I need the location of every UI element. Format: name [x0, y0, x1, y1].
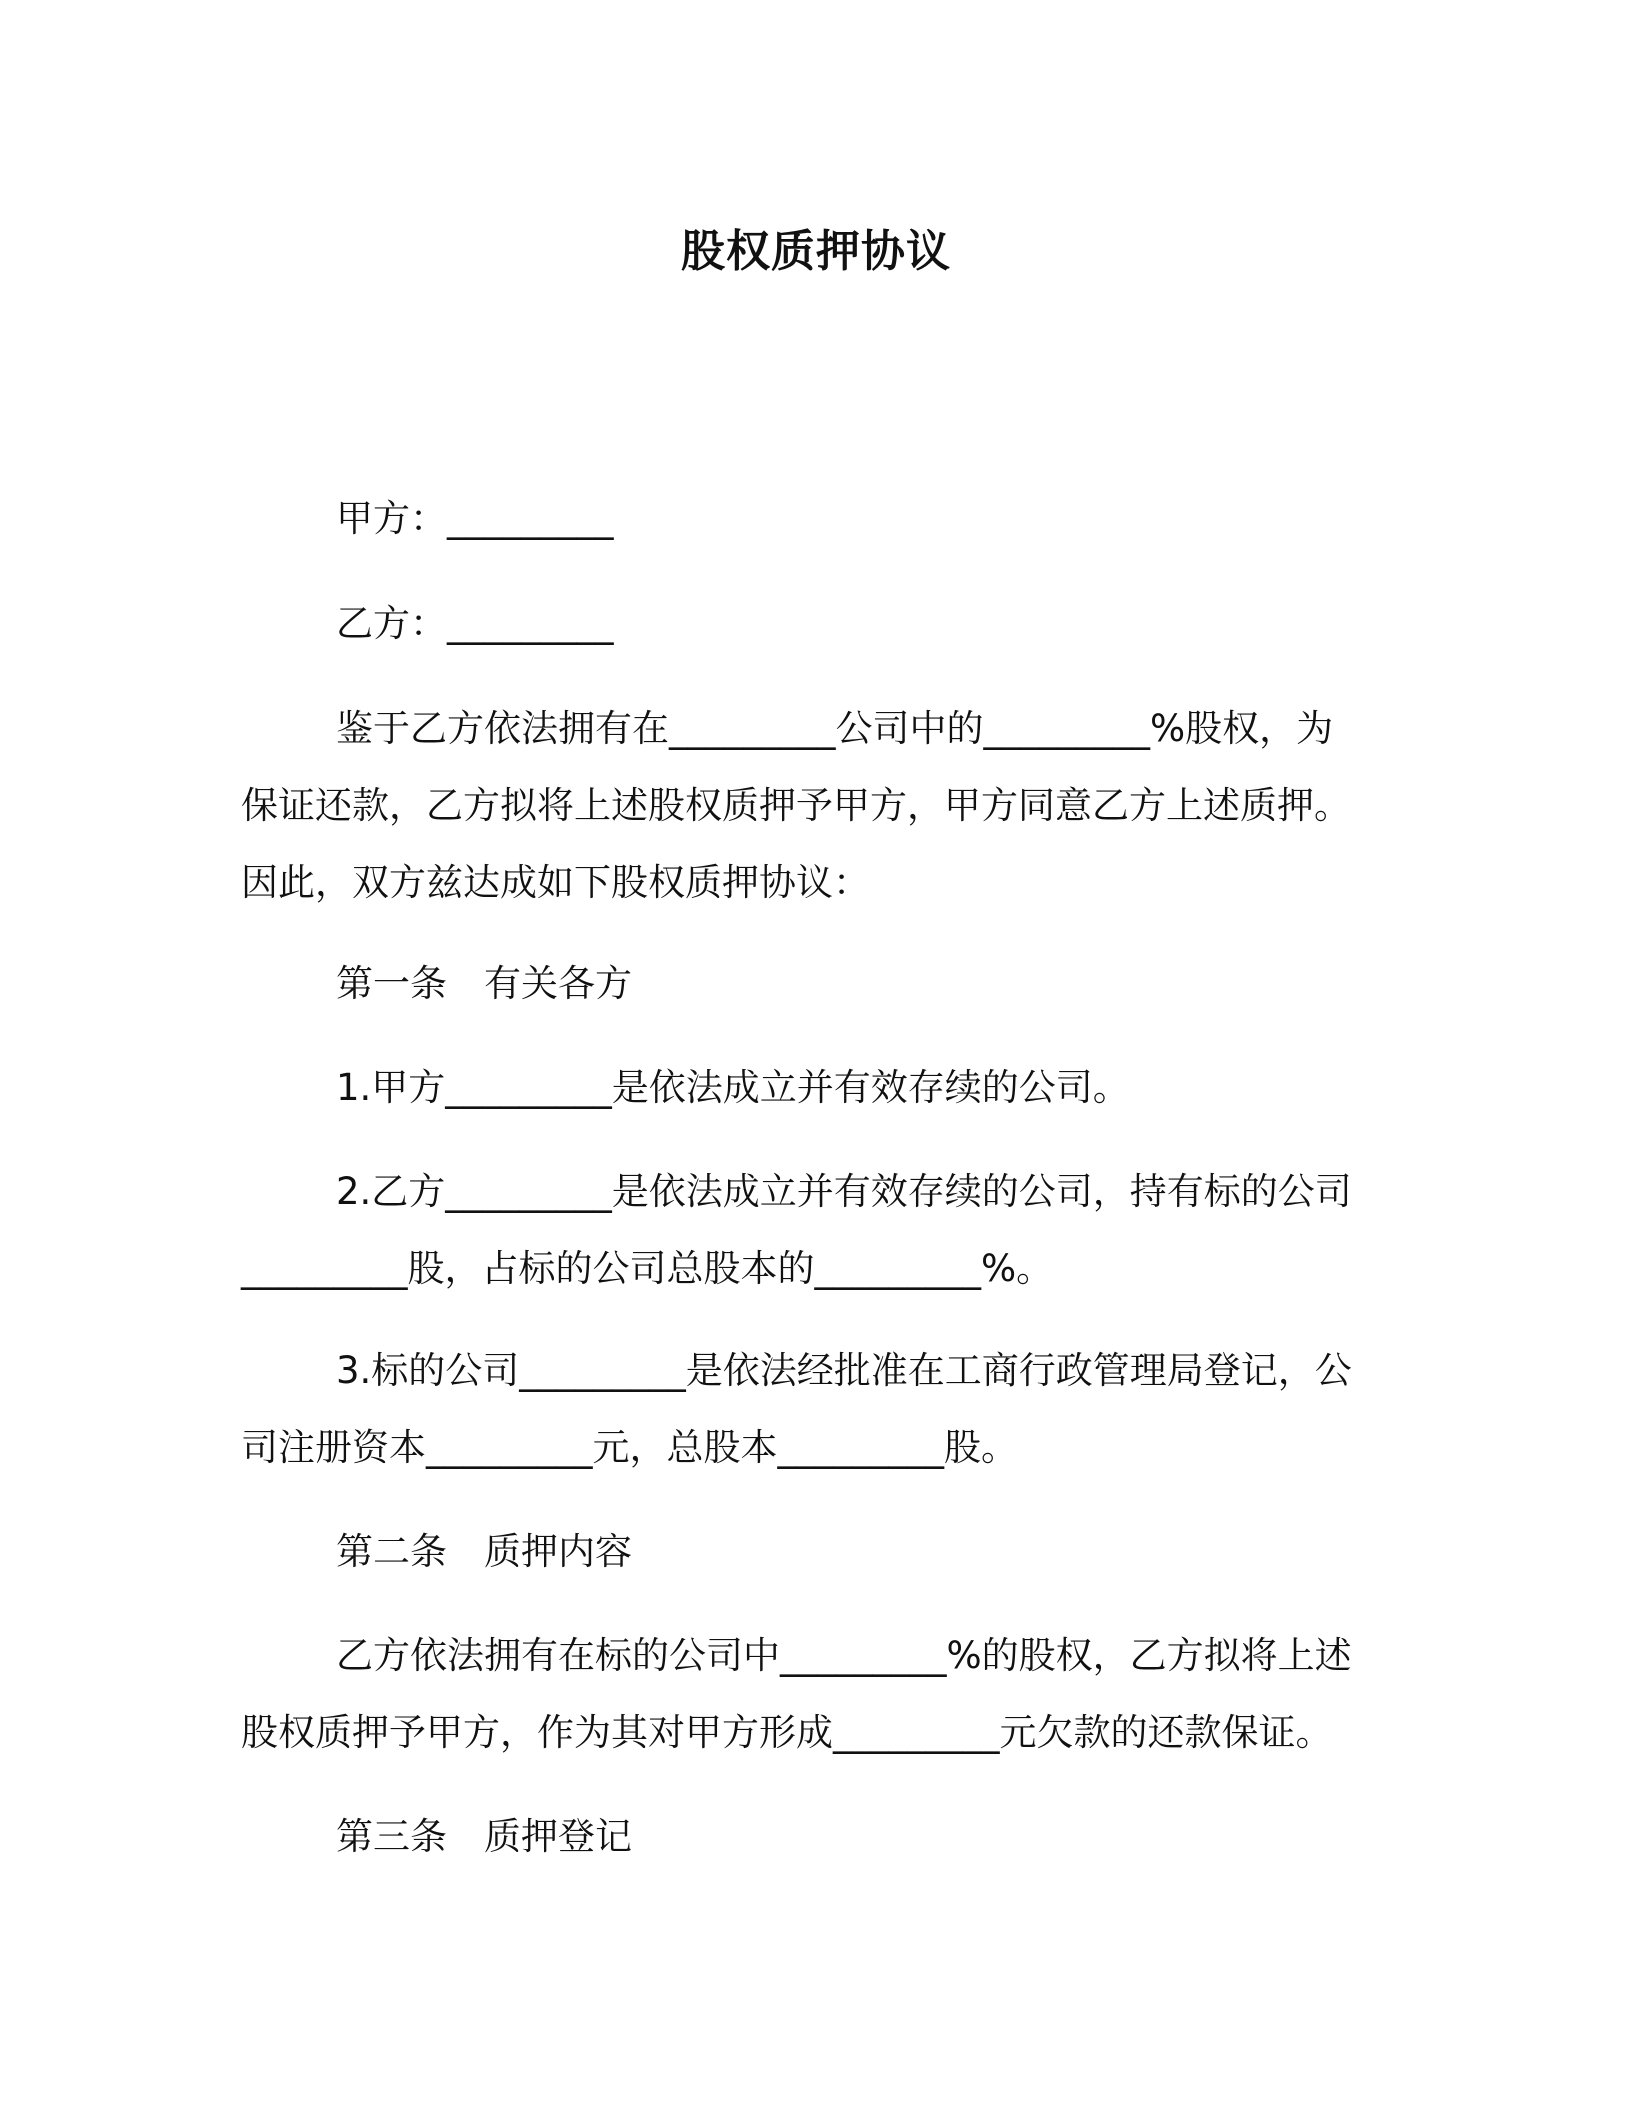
article1-item2-line-1: 2.乙方_________是依法成立并有效存续的公司，持有标的公司 [336, 1170, 1352, 1213]
recital-line-1: 鉴于乙方依法拥有在_________公司中的_________%股权，为 [336, 707, 1334, 750]
recital-line-3: 因此，双方兹达成如下股权质押协议： [241, 861, 870, 904]
article1-item3-line-2: 司注册资本_________元，总股本_________股。 [241, 1426, 1018, 1469]
article1-item3-line-1: 3.标的公司_________是依法经批准在工商行政管理局登记，公 [336, 1349, 1352, 1392]
article2-body-line-2: 股权质押予甲方，作为其对甲方形成_________元欠款的还款保证。 [241, 1711, 1333, 1754]
document-title: 股权质押协议 [681, 226, 951, 277]
recital-line-2: 保证还款，乙方拟将上述股权质押予甲方，甲方同意乙方上述质押。 [241, 784, 1351, 827]
article1-heading: 第一条 有关各方 [336, 962, 632, 1005]
article2-body-line-1: 乙方依法拥有在标的公司中_________%的股权，乙方拟将上述 [336, 1634, 1352, 1677]
article3-heading: 第三条 质押登记 [336, 1815, 632, 1858]
party-a-line: 甲方：_________ [336, 497, 614, 540]
article1-item2-line-2: _________股，占标的公司总股本的_________%。 [241, 1247, 1054, 1290]
article2-heading: 第二条 质押内容 [336, 1530, 632, 1573]
party-b-line: 乙方：_________ [336, 602, 614, 645]
article1-item1: 1.甲方_________是依法成立并有效存续的公司。 [336, 1066, 1130, 1109]
